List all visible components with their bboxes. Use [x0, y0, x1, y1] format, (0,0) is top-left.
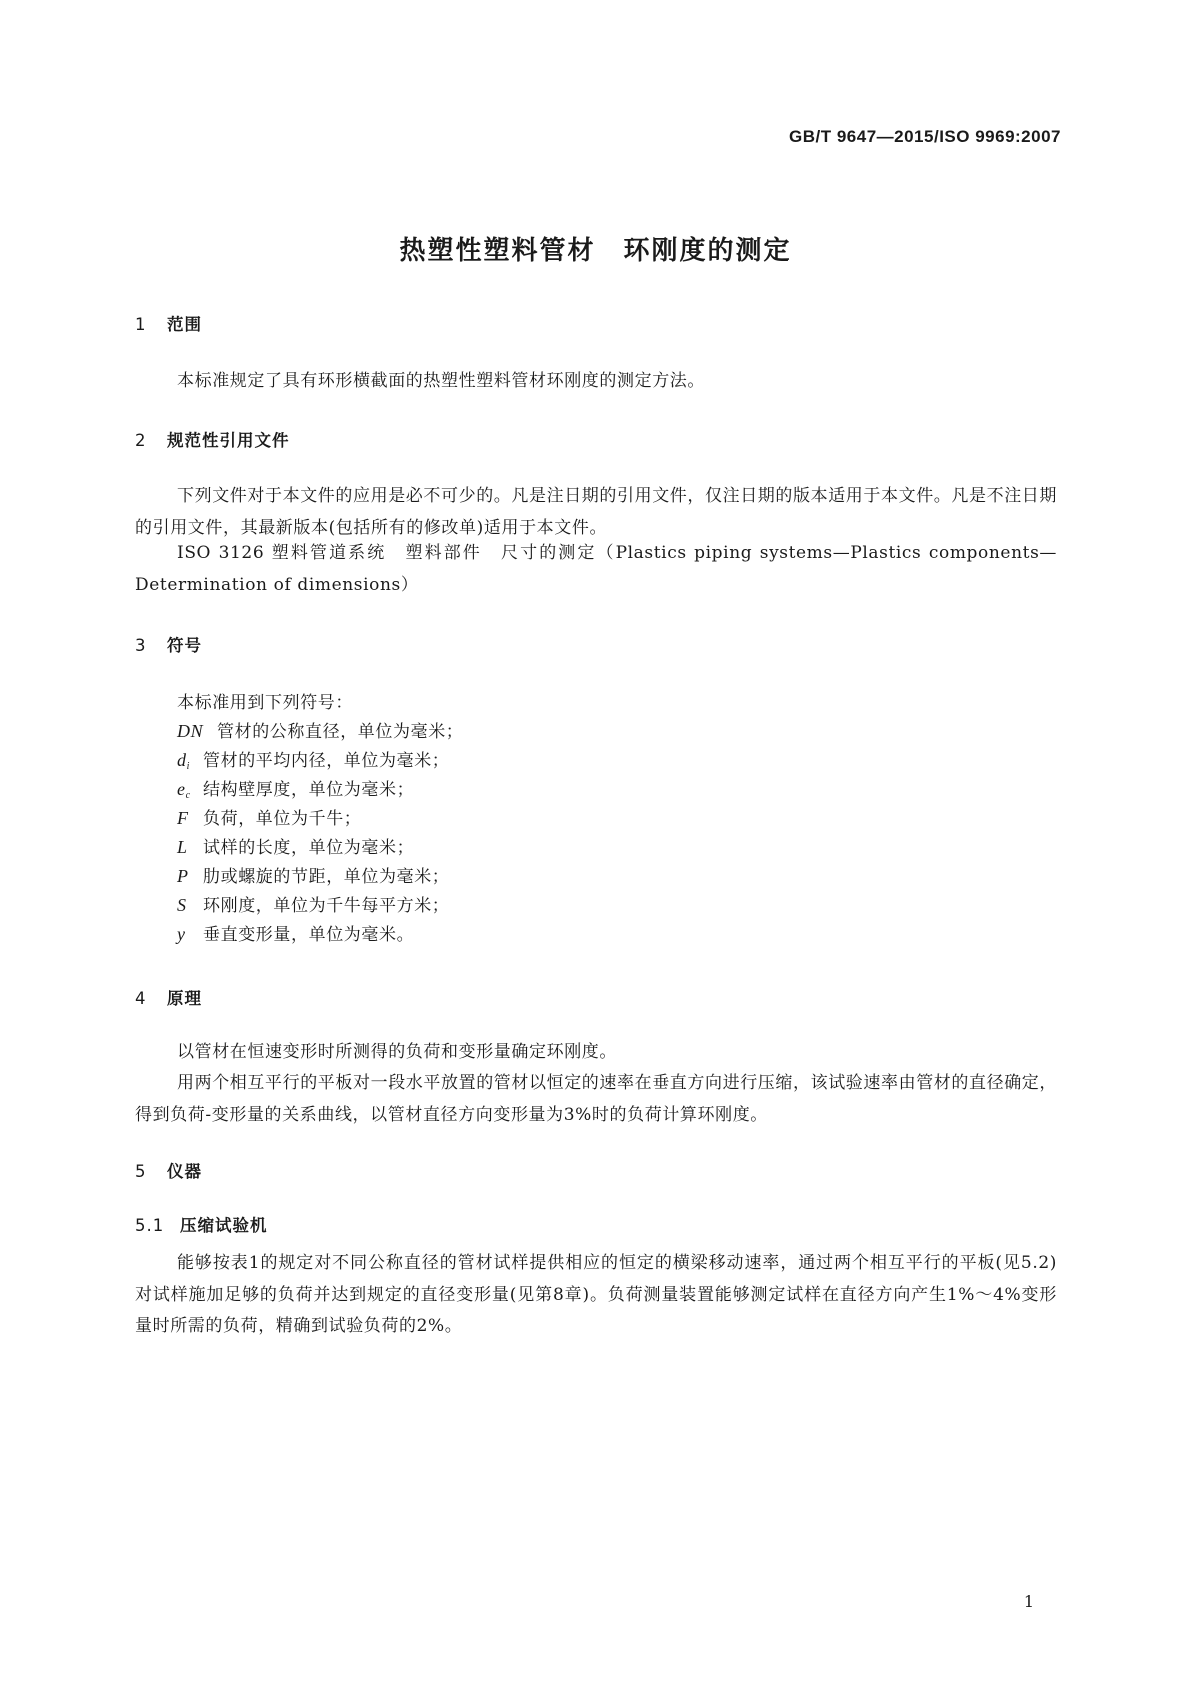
section-4-paragraph-1: 以管材在恒速变形时所测得的负荷和变形量确定环刚度。 [177, 1042, 617, 1062]
symbol-row [177, 746, 449, 772]
symbol-description: 结构壁厚度，单位为毫米； [203, 780, 415, 800]
symbol: F [177, 808, 189, 828]
section-title: 仪器 [167, 1162, 202, 1181]
section-title: 符号 [167, 636, 202, 655]
symbol-row [177, 717, 463, 742]
document-title: 热塑性塑料管材 环刚度的测定 [399, 236, 792, 266]
symbol-row [177, 920, 414, 945]
symbol-description: 试样的长度，单位为毫米； [203, 838, 415, 858]
section-1-heading [135, 311, 202, 335]
symbol-description: 负荷，单位为千牛； [203, 809, 362, 829]
section-number: 2 [135, 431, 147, 450]
symbol-row [177, 804, 361, 829]
section-title: 压缩试验机 [180, 1216, 268, 1235]
section-3-heading [135, 632, 202, 656]
symbol-row [177, 891, 449, 916]
symbols-intro: 本标准用到下列符号： [177, 693, 353, 713]
symbol: DN [177, 721, 204, 741]
symbol-row [177, 775, 414, 801]
symbol: y [177, 924, 186, 944]
section-5-heading [135, 1158, 202, 1182]
section-4-heading [135, 985, 202, 1009]
symbol-description: 管材的平均内径，单位为毫米； [203, 751, 450, 771]
section-2-reference: ISO 3126 塑料管道系统 塑料部件 尺寸的测定（Plastics piping systems—Plastics components—Determination of dimensions） [135, 543, 1057, 595]
section-number: 3 [135, 636, 147, 655]
section-number: 5.1 [135, 1216, 165, 1235]
section-1-paragraph: 本标准规定了具有环形横截面的热塑性塑料管材环刚度的测定方法。 [177, 371, 705, 391]
symbol-row [177, 862, 449, 887]
symbol: P [177, 866, 189, 886]
symbol-description: 垂直变形量，单位为毫米。 [203, 925, 415, 945]
section-title: 规范性引用文件 [167, 431, 290, 450]
symbol-description: 环刚度，单位为千牛每平方米； [203, 896, 450, 916]
section-number: 5 [135, 1162, 147, 1181]
section-5-1-paragraph: 能够按表1的规定对不同公称直径的管材试样提供相应的恒定的横梁移动速率，通过两个相互平行的平板(见5.2)对试样施加足够的负荷并达到规定的直径变形量(见第8章)。负荷测量装置能够测定试样在直径方向产生1%～4%变形量时所需的负荷，精确到试验负荷的2%。 [135, 1253, 1057, 1336]
symbol: d [177, 750, 187, 770]
section-4-paragraph-2: 用两个相互平行的平板对一段水平放置的管材以恒定的速率在垂直方向进行压缩，该试验速率由管材的直径确定，得到负荷-变形量的关系曲线，以管材直径方向变形量为3%时的负荷计算环刚度。 [135, 1073, 1057, 1125]
symbol: L [177, 837, 188, 857]
standard-number: GB/T 9647—2015/ISO 9969:2007 [789, 127, 1061, 146]
symbol: e [177, 779, 186, 799]
symbol-description: 管材的公称直径，单位为毫米； [217, 722, 464, 742]
section-2-paragraph-1: 下列文件对于本文件的应用是必不可少的。凡是注日期的引用文件，仅注日期的版本适用于本文件。凡是不注日期的引用文件，其最新版本(包括所有的修改单)适用于本文件。 [135, 486, 1057, 538]
section-title: 原理 [167, 989, 202, 1008]
symbol-row [177, 833, 414, 858]
section-title: 范围 [167, 315, 202, 334]
symbol-subscript: c [185, 790, 191, 801]
section-5-1-heading [135, 1212, 268, 1236]
symbol-subscript: i [186, 761, 190, 772]
symbol: S [177, 895, 187, 915]
symbol-description: 肋或螺旋的节距，单位为毫米； [203, 867, 450, 887]
section-2-heading [135, 427, 290, 451]
section-number: 4 [135, 989, 147, 1008]
section-number: 1 [135, 315, 147, 334]
page-number: 1 [1023, 1592, 1034, 1611]
